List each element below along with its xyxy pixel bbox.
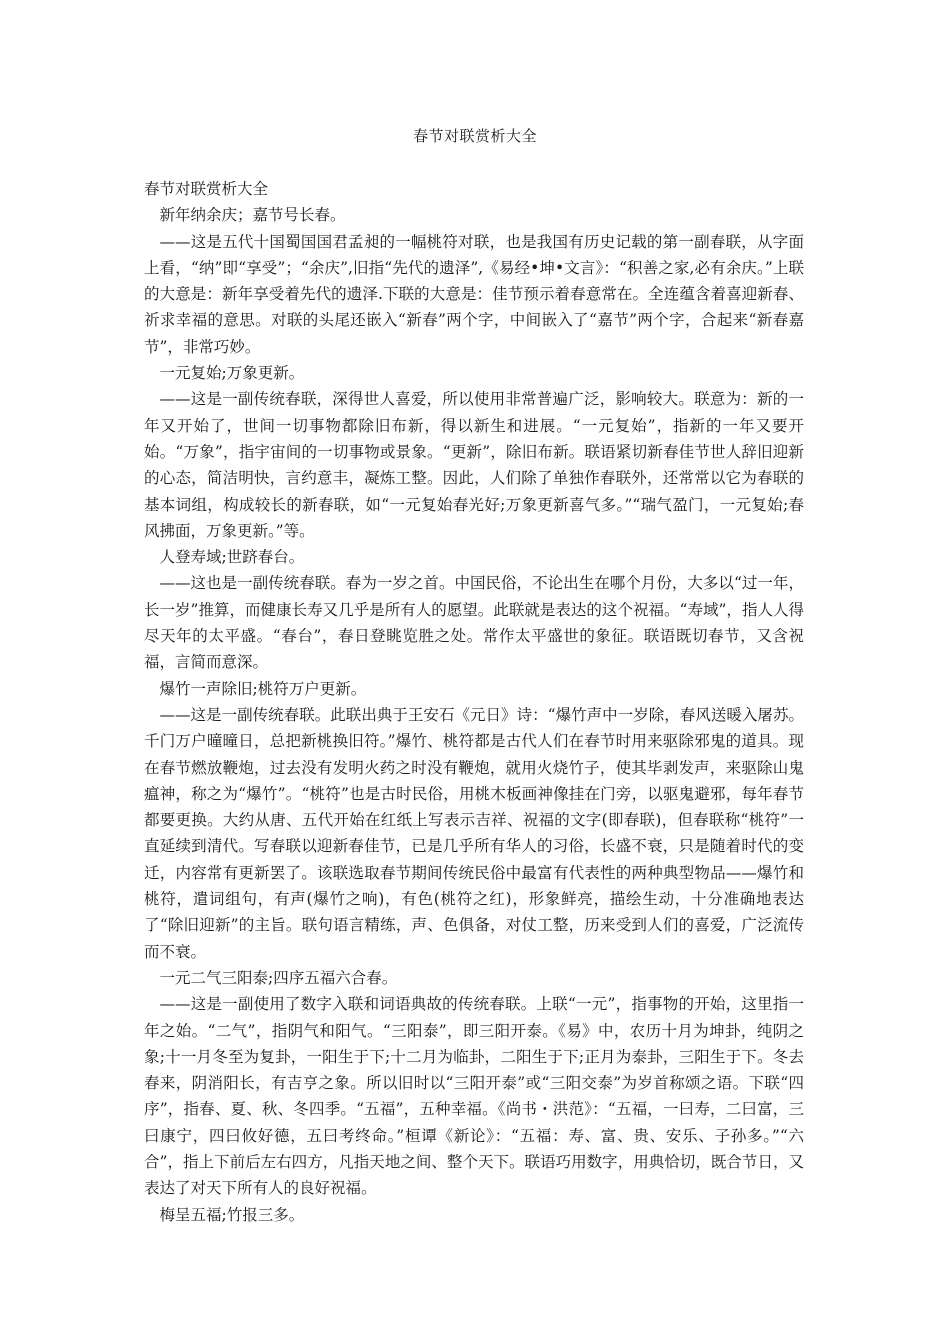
couplet-line: 梅呈五福;竹报三多。 — [159, 1205, 305, 1224]
document-body — [144, 176, 804, 1228]
commentary-paragraph: ——这是一副传统春联。此联出典于王安石《元日》诗：“爆竹声中一岁除，春风送暖入屠苏。千门万户曈曈日，总把新桃换旧符。”爆竹、桃符都是古代人们在春节时用来驱除邪鬼的道具。现在春节燃放鞭炮，过去没有发明火药之时没有鞭炮，就用火烧竹子，使其毕剥发声，来驱除山鬼瘟神，称之为“爆竹”。“桃符”也是古时民俗，用桃木板画神像挂在门旁，以驱鬼避邪，每年春节都要更换。大约从唐、五代开始在红纸上写表示吉祥、祝福的文字(即春联)，但春联称“桃符”一直延续到清代。写春联以迎新春佳节，已是几乎所有华人的习俗，长盛不衰，只是随着时代的变迁，内容常有更新罢了。该联选取春节期间传统民俗中最富有代表性的两种典型物品——爆竹和桃符，遣词组句，有声(爆竹之响)，有色(桃符之红)，形象鲜亮，描绘生动，十分准确地表达了“除旧迎新”的主旨。联句语言精练，声、色俱备，对仗工整，历来受到人们的喜爱，广泛流传而不衰。 — [144, 705, 804, 961]
document-title: 春节对联赏析大全 — [412, 127, 537, 145]
couplet-line: 一元复始;万象更新。 — [159, 364, 305, 383]
couplet-line: 爆竹一声除旧;桃符万户更新。 — [159, 679, 367, 698]
commentary-paragraph: ——这是一副使用了数字入联和词语典故的传统春联。上联“一元”，指事物的开始，这里指一年之始。“二气”，指阴气和阳气。“三阳泰”，即三阳开泰。《易》中，农历十月为坤卦，纯阴之象;十一月冬至为复卦，一阳生于下;十二月为临卦，二阳生于下;正月为泰卦，三阳生于下。冬去春来，阴消阳长，有吉亨之象。所以旧时以“三阳开泰”或“三阳交泰”为岁首称颂之语。下联“四序”，指春、夏、秋、冬四季。“五福”，五种幸福。《尚书・洪范》：“五福，一曰寿，二曰富，三曰康宁，四曰攸好德，五曰考终命。”桓谭《新论》：“五福：寿、富、贵、安乐、子孙多。”“六合”，指上下前后左右四方，凡指天地之间、整个天下。联语巧用数字，用典恰切，既合节日，又表达了对天下所有人的良好祝福。 — [144, 995, 804, 1198]
commentary-paragraph: ——这是五代十国蜀国国君孟昶的一幅桃符对联，也是我国有历史记载的第一副春联，从字面上看，“纳”即“享受”；“余庆”,旧指“先代的遗泽”,《易经•坤•文言》：“积善之家,必有余庆。”上联的大意是：新年享受着先代的遗泽.下联的大意是：佳节预示着春意常在。全连蕴含着喜迎新春、祈求幸福的意思。对联的头尾还嵌入“新春”两个字，中间嵌入了“嘉节”两个字，合起来“新春嘉节”，非常巧妙。 — [144, 232, 804, 356]
couplet-line: 人登寿域;世跻春台。 — [159, 548, 305, 567]
section-heading: 春节对联赏析大全 — [144, 180, 269, 198]
couplet-line: 一元二气三阳泰;四序五福六合春。 — [159, 968, 398, 987]
commentary-paragraph: ——这也是一副传统春联。春为一岁之首。中国民俗，不论出生在哪个月份，大多以“过一年，长一岁”推算，而健康长寿又几乎是所有人的愿望。此联就是表达的这个祝福。“寿域”，指人人得尽天年的太平盛。“春台”，春日登眺览胜之处。常作太平盛世的象征。联语既切春节，又含祝福，言简而意深。 — [144, 574, 804, 672]
couplet-line: 新年纳余庆；嘉节号长春。 — [159, 206, 346, 225]
commentary-paragraph: ——这是一副传统春联，深得世人喜爱，所以使用非常普遍广泛，影响较大。联意为：新的一年又开始了，世间一切事物都除旧布新，得以新生和进展。“一元复始”，指新的一年又要开始。“万象”，指宇宙间的一切事物或景象。“更新”，除旧布新。联语紧切新春佳节世人辞旧迎新的心态，简洁明快，言约意丰，凝炼工整。因此，人们除了单独作春联外，还常常以它为春联的基本词组，构成较长的新春联，如“一元复始春光好;万象更新喜气多。”“瑞气盈门，一元复始;春风拂面，万象更新。”等。 — [144, 390, 804, 540]
